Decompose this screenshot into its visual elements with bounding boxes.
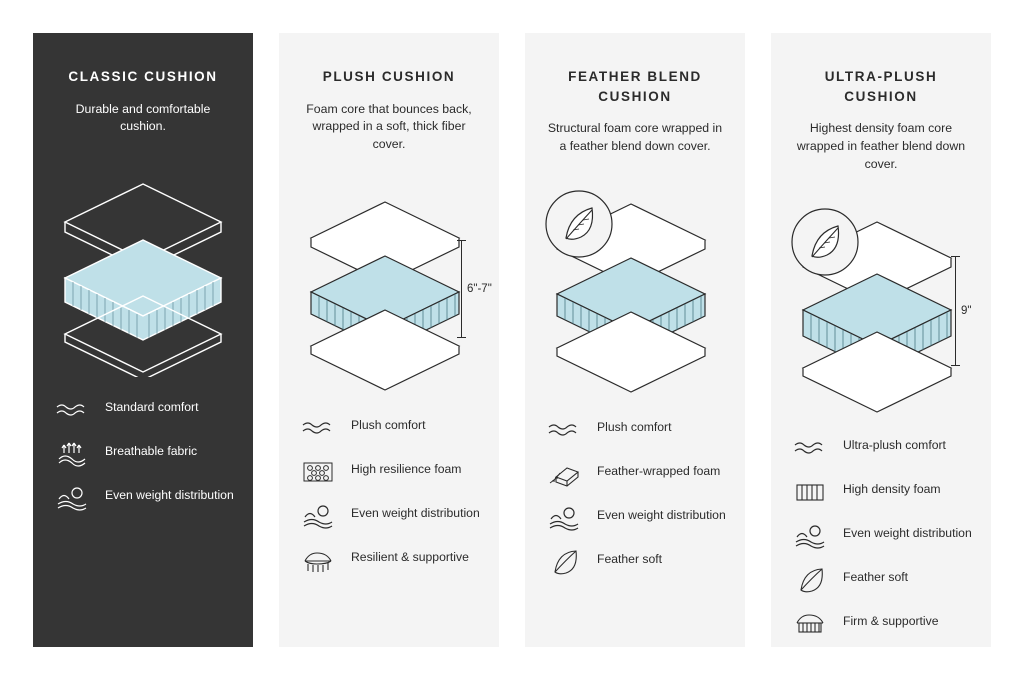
feature-item bbox=[789, 477, 973, 507]
feature-item bbox=[297, 457, 481, 487]
dimension-indicator bbox=[955, 256, 971, 366]
feature-label: Feather soft bbox=[843, 569, 909, 584]
card-title: PLUSH CUSHION bbox=[322, 69, 456, 84]
card-plush-cushion bbox=[279, 33, 499, 647]
feature-item bbox=[297, 545, 481, 575]
card-classic-cushion bbox=[33, 33, 253, 647]
feature-item bbox=[789, 521, 973, 551]
feature-list bbox=[543, 415, 727, 577]
card-description: Highest density foam core wrapped in feather blend down cover. bbox=[796, 121, 966, 171]
feature-item bbox=[789, 565, 973, 595]
dimension-label: 6"-7" bbox=[467, 283, 492, 296]
leaf-badge-icon bbox=[792, 209, 858, 275]
card-title: CLASSIC CUSHION bbox=[68, 69, 218, 84]
feature-label: Even weight distribution bbox=[597, 507, 726, 522]
leaf-badge-icon bbox=[546, 191, 612, 257]
feature-list bbox=[789, 433, 973, 639]
wave-lines-icon bbox=[543, 415, 585, 445]
feature-item bbox=[297, 413, 481, 443]
feature-label: Feather soft bbox=[597, 551, 663, 566]
feature-label: Even weight distribution bbox=[843, 525, 972, 540]
high-density-foam-icon bbox=[789, 477, 831, 507]
feature-label: Ultra-plush comfort bbox=[843, 437, 946, 452]
feature-item bbox=[51, 483, 235, 513]
feature-item bbox=[543, 547, 727, 577]
cushion-illustration bbox=[535, 182, 735, 397]
even-weight-icon bbox=[789, 521, 831, 551]
card-title: ULTRA-PLUSH CUSHION bbox=[824, 69, 938, 104]
firm-support-icon bbox=[789, 609, 831, 639]
feature-item bbox=[543, 459, 727, 489]
feature-label: Breathable fabric bbox=[105, 444, 198, 459]
feature-label: High resilience foam bbox=[351, 462, 462, 477]
cushion-illustration bbox=[289, 180, 492, 395]
feature-label: Standard comfort bbox=[105, 400, 199, 415]
feature-label: Firm & supportive bbox=[843, 613, 939, 628]
wave-lines-icon bbox=[789, 433, 831, 463]
even-weight-icon bbox=[297, 501, 339, 531]
dimension-label: 9" bbox=[961, 304, 972, 317]
feature-item bbox=[543, 415, 727, 445]
card-ultra-plush-cushion bbox=[771, 33, 991, 647]
feature-label: High density foam bbox=[843, 481, 941, 496]
dimension-indicator bbox=[461, 240, 492, 338]
card-title: FEATHER BLEND CUSHION bbox=[568, 69, 702, 104]
feature-label: Even weight distribution bbox=[351, 506, 480, 521]
card-description: Structural foam core wrapped in a feather blend down cover. bbox=[547, 121, 723, 153]
feature-list bbox=[51, 395, 235, 513]
even-weight-icon bbox=[51, 483, 93, 513]
feature-label: Plush comfort bbox=[351, 418, 426, 433]
wave-lines-icon bbox=[51, 395, 93, 425]
resilient-support-icon bbox=[297, 545, 339, 575]
feature-label: Plush comfort bbox=[597, 419, 672, 434]
honeycomb-foam-icon bbox=[297, 457, 339, 487]
card-description: Durable and comfortable cushion. bbox=[75, 101, 211, 134]
feather-icon bbox=[789, 565, 831, 595]
feature-item bbox=[543, 503, 727, 533]
feature-item bbox=[789, 433, 973, 463]
feature-item bbox=[51, 439, 235, 469]
feature-item bbox=[789, 609, 973, 639]
wave-lines-icon bbox=[297, 413, 339, 443]
feather-icon bbox=[543, 547, 585, 577]
feather-wrapped-foam-icon bbox=[543, 459, 585, 489]
card-description: Foam core that bounces back, wrapped in a soft, thick fiber cover. bbox=[306, 101, 472, 152]
feature-label: Even weight distribution bbox=[105, 488, 234, 503]
feature-item bbox=[51, 395, 235, 425]
cushion-illustration bbox=[781, 200, 981, 415]
feature-label: Resilient & supportive bbox=[351, 550, 469, 565]
cushion-illustration bbox=[43, 162, 243, 377]
feature-list bbox=[297, 413, 481, 575]
even-weight-icon bbox=[543, 503, 585, 533]
card-feather-blend-cushion bbox=[525, 33, 745, 647]
feature-label: Feather-wrapped foam bbox=[597, 463, 721, 478]
feature-item bbox=[297, 501, 481, 531]
breathable-fabric-icon bbox=[51, 439, 93, 469]
